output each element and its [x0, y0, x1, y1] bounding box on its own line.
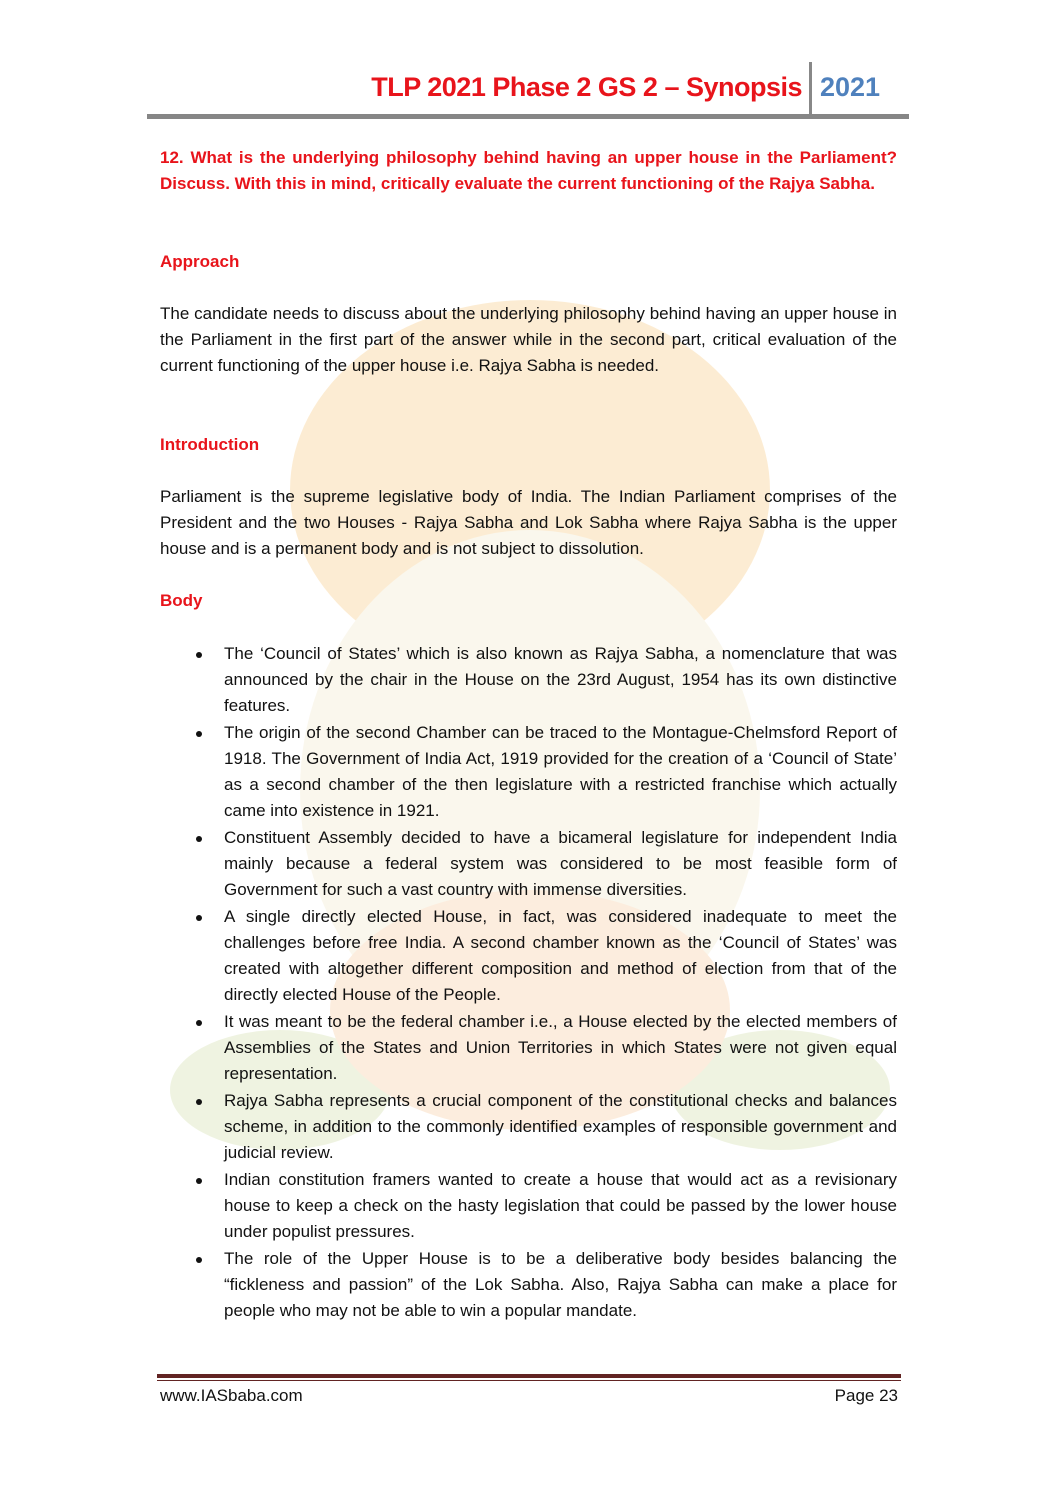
footer-rule-thin	[157, 1380, 901, 1381]
bullet-icon	[196, 652, 202, 658]
bullet-icon	[196, 836, 202, 842]
header-divider	[809, 62, 812, 114]
list-item: A single directly elected House, in fact, was considered inadequate to meet the challenges before free India. A second chamber known as the ‘Council of States’ was created with altogether different composition and method of election from that of the directly elected House of the People.	[160, 904, 897, 1008]
footer-page-number: Page 23	[834, 1386, 898, 1405]
list-item: Indian constitution framers wanted to create a house that would act as a revisionary house to keep a check on the hasty legislation that could be passed by the lower house under populist pressures.	[160, 1167, 897, 1245]
list-item: The ‘Council of States’ which is also known as Rajya Sabha, a nomenclature that was announced by the chair in the House on the 23rd August, 1954 has its own distinctive features.	[160, 641, 897, 719]
footer-website-link[interactable]: www.IASbaba.com	[160, 1386, 303, 1405]
list-item: Rajya Sabha represents a crucial component of the constitutional checks and balances scheme, in addition to the commonly identified examples of responsible government and judicial review.	[160, 1088, 897, 1166]
body-heading: Body	[160, 591, 203, 610]
bullet-icon	[196, 1099, 202, 1105]
header-rule	[147, 114, 909, 119]
header-title: TLP 2021 Phase 2 GS 2 – Synopsis	[371, 72, 802, 102]
list-item: It was meant to be the federal chamber i.e., a House elected by the elected members of Assemblies of the States and Union Territories in which States were not given equal representation.	[160, 1009, 897, 1087]
approach-heading: Approach	[160, 252, 240, 271]
body-bullet-list	[160, 641, 897, 1325]
header-year: 2021	[820, 72, 881, 102]
introduction-text: Parliament is the supreme legislative body of India. The Indian Parliament comprises of the President and the two Houses - Rajya Sabha and Lok Sabha where Rajya Sabha is the upper house and is a permanent body and is not subject to dissolution.	[160, 487, 897, 558]
question: 12. What is the underlying philosophy behind having an upper house in the Parliament? Discuss. With this in mind, critically evaluate the current functioning of the Rajya Sabha.	[160, 148, 897, 193]
bullet-icon	[196, 1257, 202, 1263]
list-item: The role of the Upper House is to be a deliberative body besides balancing the “fickleness and passion” of the Lok Sabha. Also, Rajya Sabha can make a place for people who may not be able to win a popular mandate.	[160, 1246, 897, 1324]
bullet-icon	[196, 1178, 202, 1184]
introduction-heading: Introduction	[160, 435, 260, 454]
approach-text: The candidate needs to discuss about the underlying philosophy behind having an upper house in the Parliament in the first part of the answer while in the second part, critical evaluation of the current functioning of the upper house i.e. Rajya Sabha is needed.	[160, 304, 897, 375]
bullet-icon	[196, 731, 202, 737]
bullet-icon	[196, 1020, 202, 1026]
list-item: The origin of the second Chamber can be traced to the Montague-Chelmsford Report of 1918. The Government of India Act, 1919 provided for the creation of a ‘Council of State’ as a second chamber of the then legislature with a restricted franchise which actually came into existence in 1921.	[160, 720, 897, 824]
footer-rule-thick	[157, 1374, 901, 1378]
list-item: Constituent Assembly decided to have a bicameral legislature for independent India mainly because a federal system was considered to be most feasible form of Government for such a vast country with immense diversities.	[160, 825, 897, 903]
bullet-icon	[196, 915, 202, 921]
